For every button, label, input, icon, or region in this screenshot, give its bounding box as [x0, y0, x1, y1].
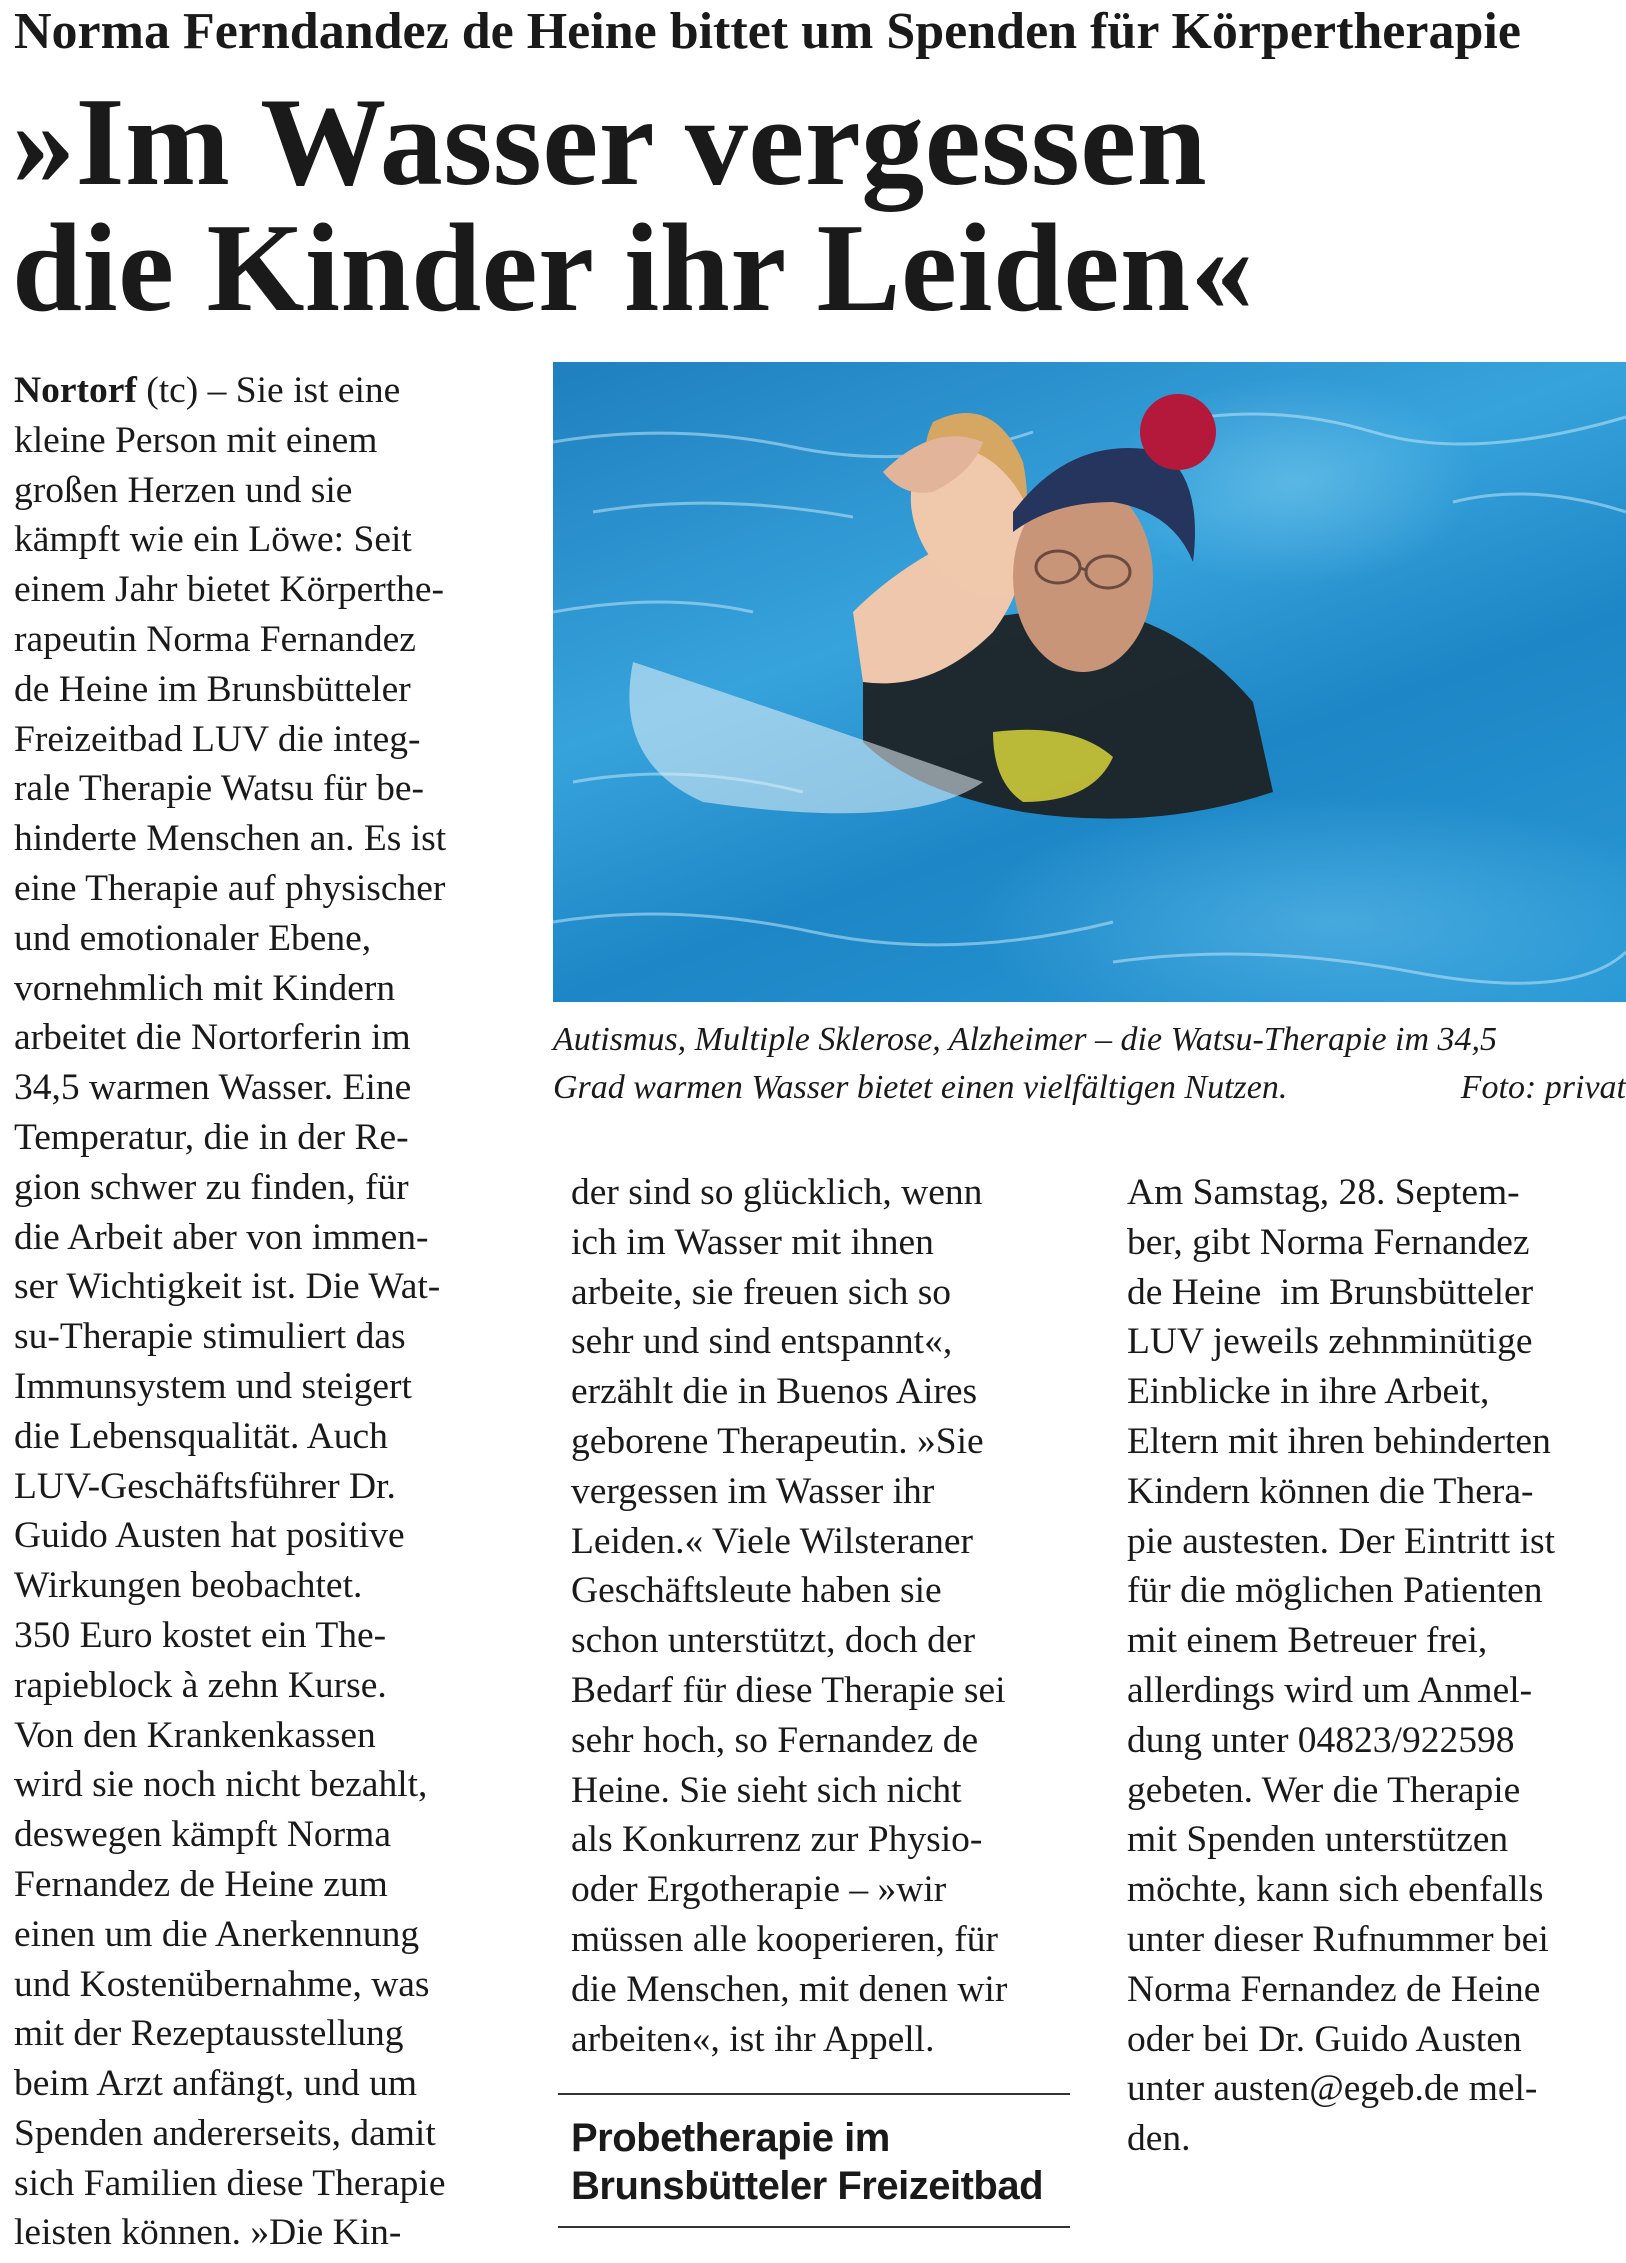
text-line: Freizeitbad LUV die integ- [14, 718, 421, 760]
text-line: die Arbeit aber von immen- [14, 1216, 429, 1258]
text-line: Kindern können die Thera- [1127, 1470, 1534, 1512]
text-line: hinderte Menschen an. Es ist [14, 818, 447, 860]
text-line: Spenden andererseits, damit [14, 2112, 436, 2154]
article-column-1 [14, 366, 534, 2258]
photo-caption [553, 1016, 1626, 1112]
text-line: de Heine im Brunsbütteler [1127, 1271, 1534, 1313]
text-line: mit Spenden unterstützen [1127, 1819, 1509, 1861]
text-line: ich im Wasser mit ihnen [571, 1221, 934, 1263]
text-line: ber, gibt Norma Fernandez [1127, 1221, 1530, 1263]
text-line: und emotionaler Ebene, [14, 917, 372, 959]
text-line: pie austesten. Der Eintritt ist [1127, 1520, 1556, 1562]
text-line: Wirkungen beobachtet. [14, 1565, 363, 1607]
headline-line-2: die Kinder ihr Leiden« [12, 199, 1255, 338]
text-line: Von den Krankenkassen [14, 1714, 376, 1756]
text-line: dung unter 04823/922598 [1127, 1719, 1515, 1761]
article-column-3 [1127, 1168, 1626, 2164]
text-line: 350 Euro kostet ein The- [14, 1614, 387, 1656]
text-line: arbeiten«, ist ihr Appell. [571, 2018, 935, 2060]
text-line: schon unterstützt, doch der [571, 1620, 976, 1662]
text-line: sehr und sind entspannt«, [571, 1321, 953, 1363]
text-line: LUV-Geschäftsführer Dr. [14, 1465, 396, 1507]
text-line: großen Herzen und sie [14, 469, 353, 511]
text-line: rale Therapie Watsu für be- [14, 768, 424, 810]
text-line: und Kostenübernahme, was [14, 1963, 430, 2005]
text-line: vergessen im Wasser ihr [571, 1470, 935, 1512]
photo-illustration [553, 362, 1626, 1002]
subhead-line: Probetherapie im [571, 2116, 890, 2160]
text-line: geborene Therapeutin. »Sie [571, 1420, 984, 1462]
text-line: einen um die Anerkennung [14, 1913, 420, 1955]
text-line: gebeten. Wer die Therapie [1127, 1769, 1521, 1811]
text-line: einem Jahr bietet Körperthe- [14, 569, 445, 611]
article-photo [553, 362, 1626, 1002]
text-line: der sind so glücklich, wenn [571, 1172, 983, 1213]
text-line: allerdings wird um Anmel- [1127, 1669, 1533, 1711]
text-line: Bedarf für diese Therapie sei [571, 1669, 1006, 1711]
text-line: Guido Austen hat positive [14, 1515, 405, 1557]
text-line: Eltern mit ihren behinderten [1127, 1420, 1551, 1462]
subhead-rule-top [558, 2093, 1070, 2095]
text-line: vornehmlich mit Kindern [14, 967, 396, 1009]
text-line: deswegen kämpft Norma [14, 1814, 391, 1856]
text-line: mit der Rezeptausstellung [14, 2013, 404, 2055]
text-line: gion schwer zu finden, für [14, 1166, 409, 1208]
text-line: mit einem Betreuer frei, [1127, 1620, 1488, 1662]
text-line: arbeitet die Nortorferin im [14, 1017, 411, 1059]
text-line: Leiden.« Viele Wilsteraner [571, 1520, 973, 1562]
photo-credit: Foto: privat [1460, 1069, 1626, 1106]
text-line: Geschäftsleute haben sie [571, 1570, 942, 1612]
article-column-2 [571, 1168, 1091, 2064]
text-line: wird sie noch nicht bezahlt, [14, 1764, 428, 1806]
text-line: müssen alle kooperieren, für [571, 1918, 998, 1960]
headline-line-1: »Im Wasser vergessen [12, 73, 1208, 212]
text-line: für die möglichen Patienten [1127, 1570, 1543, 1612]
subhead [571, 2114, 1091, 2210]
subhead-line: Brunsbütteler Freizeitbad [571, 2164, 1044, 2208]
text-line: Temperatur, die in der Re- [14, 1116, 409, 1158]
subhead-rule-bottom [558, 2226, 1070, 2228]
text-line: Einblicke in ihre Arbeit, [1127, 1371, 1490, 1413]
text-line: Immunsystem und steigert [14, 1365, 412, 1407]
text-line: als Konkurrenz zur Physio- [571, 1819, 983, 1861]
text-line: Norma Fernandez de Heine [1127, 1968, 1541, 2010]
text-line-rest: (tc) – Sie ist eine [136, 370, 401, 411]
caption-line: Autismus, Multiple Sklerose, Alzheimer – die Watsu-Therapie im 34,5 [553, 1021, 1498, 1058]
text-line: unter austen@egeb.de mel- [1127, 2068, 1538, 2110]
text-line: möchte, kann sich ebenfalls [1127, 1869, 1544, 1911]
text-line: sich Familien diese Therapie [14, 2162, 446, 2204]
text-line: LUV jeweils zehnminütige [1127, 1321, 1533, 1363]
text-line: unter dieser Rufnummer bei [1127, 1918, 1549, 1960]
text-line: ser Wichtigkeit ist. Die Wat- [14, 1266, 441, 1308]
text-line: die Menschen, mit denen wir [571, 1968, 1008, 2010]
text-line: Am Samstag, 28. Septem- [1127, 1172, 1520, 1213]
text-line: 34,5 warmen Wasser. Eine [14, 1067, 412, 1109]
text-line: rapieblock à zehn Kurse. [14, 1664, 387, 1706]
text-line: eine Therapie auf physischer [14, 867, 446, 909]
text-line: oder bei Dr. Guido Austen [1127, 2018, 1522, 2060]
text-line: beim Arzt anfängt, und um [14, 2063, 418, 2105]
text-line: die Lebensqualität. Auch [14, 1415, 388, 1457]
text-line: Heine. Sie sieht sich nicht [571, 1769, 962, 1811]
text-line: den. [1127, 2118, 1191, 2160]
text-line [14, 366, 534, 416]
text-line: rapeutin Norma Fernandez [14, 618, 416, 660]
text-line: oder Ergotherapie – »wir [571, 1869, 947, 1911]
kicker: Norma Ferndandez de Heine bittet um Spenden für Körpertherapie [14, 3, 1521, 60]
text-line: arbeite, sie freuen sich so [571, 1271, 952, 1313]
text-line: Fernandez de Heine zum [14, 1863, 388, 1905]
text-line: su-Therapie stimuliert das [14, 1316, 406, 1358]
caption-line: Grad warmen Wasser bietet einen vielfältigen Nutzen. [553, 1069, 1288, 1106]
dateline: Nortorf [14, 370, 137, 411]
text-line: de Heine im Brunsbütteler [14, 668, 411, 710]
text-line: kämpft wie ein Löwe: Seit [14, 519, 412, 561]
text-line: erzählt die in Buenos Aires [571, 1371, 978, 1413]
text-line: kleine Person mit einem [14, 419, 378, 461]
text-line: leisten können. »Die Kin- [14, 2212, 402, 2254]
headline [12, 73, 1612, 338]
text-line: sehr hoch, so Fernandez de [571, 1719, 979, 1761]
